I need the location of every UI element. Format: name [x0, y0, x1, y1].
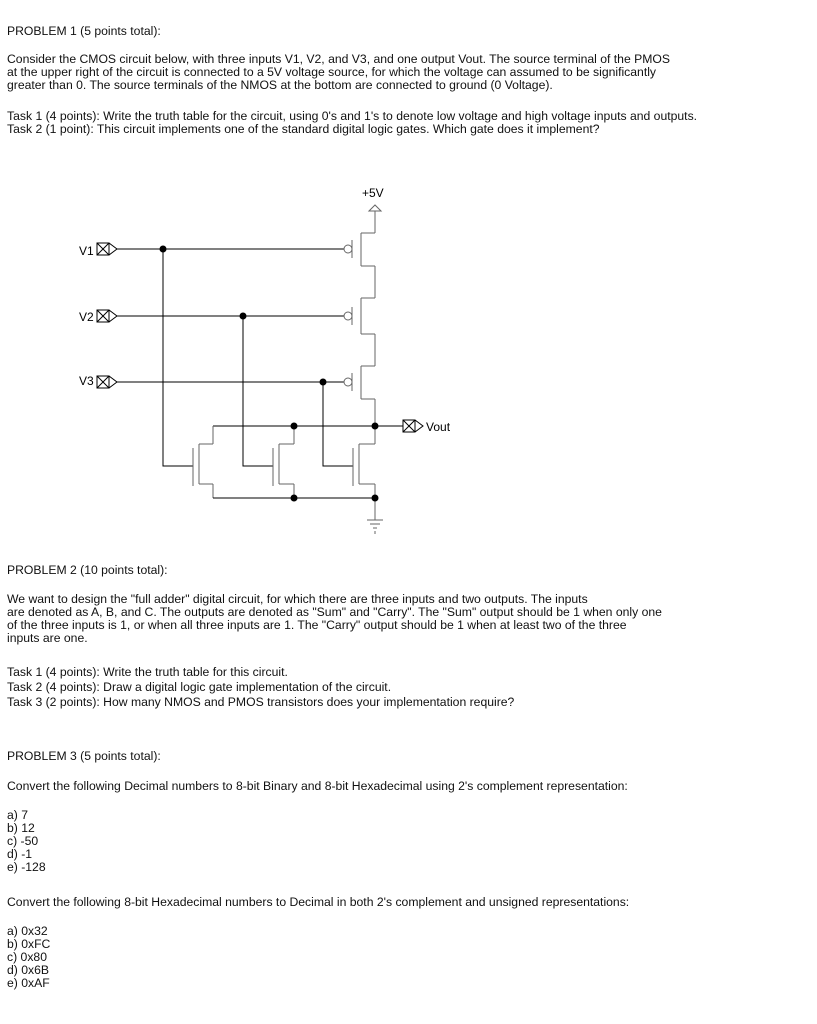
problem-2-desc-line: We want to design the "full adder" digital circuit, for which there are three inputs and two outputs. The inputs — [7, 592, 588, 606]
problem-1-desc-line: greater than 0. The source terminals of the NMOS at the bottom are connected to ground (0 Voltage). — [7, 78, 553, 92]
input-port-v2-icon — [97, 310, 117, 322]
problem-2-task-3: Task 3 (2 points): How many NMOS and PMOS transistors does your implementation require? — [7, 695, 515, 709]
gate-wire-v3 — [323, 382, 353, 466]
junction-dot — [291, 423, 298, 430]
junction-dot — [372, 495, 379, 502]
junction-dot — [160, 246, 167, 253]
problem-2-desc-line: inputs are one. — [7, 631, 88, 645]
hex-list — [7, 925, 50, 990]
nmos-transistor-3 — [353, 426, 375, 498]
junction-dot — [240, 313, 247, 320]
list-item: e) 0xAF — [7, 976, 50, 990]
nmos-transistor-1 — [193, 426, 213, 498]
list-item: a) 7 — [7, 808, 29, 822]
problem-1-description — [7, 53, 670, 92]
output-label: Vout — [426, 420, 451, 434]
junction-dots — [160, 246, 379, 502]
pmos-transistor-3 — [344, 366, 375, 426]
list-item: e) -128 — [7, 860, 46, 874]
problem-2-task-1: Task 1 (4 points): Write the truth table for this circuit. — [7, 665, 288, 679]
input-port-v3-icon — [97, 376, 117, 388]
cmos-circuit-diagram — [0, 180, 817, 540]
supply-arrow-icon — [369, 205, 381, 211]
junction-dot — [372, 423, 379, 430]
problem-1-title: PROBLEM 1 (5 points total): — [7, 24, 161, 38]
problem-3-title: PROBLEM 3 (5 points total): — [7, 749, 161, 763]
output-port-icon — [403, 420, 423, 432]
problem-2-desc-line: are denoted as A, B, and C. The outputs are denoted as "Sum" and "Carry". The "Sum" output should be 1 when only one — [7, 605, 662, 619]
junction-dot — [291, 495, 298, 502]
problem-2-title: PROBLEM 2 (10 points total): — [7, 563, 168, 577]
junction-dot — [320, 379, 327, 386]
problem-2-description — [7, 593, 662, 645]
list-item: c) -50 — [7, 834, 39, 848]
pmos-transistor-2 — [344, 298, 375, 366]
problem-3-intro-decimal: Convert the following Decimal numbers to 8-bit Binary and 8-bit Hexadecimal using 2's complement representation: — [7, 779, 628, 793]
problem-1-task-2: Task 2 (1 point): This circuit implements one of the standard digital logic gates. Which gate does it implement? — [7, 122, 600, 136]
input-label-v3: V3 — [79, 374, 94, 388]
problem-2-tasks — [7, 665, 514, 710]
problem-3-intro-hex: Convert the following 8-bit Hexadecimal numbers to Decimal in both 2's complement and unsigned representations: — [7, 895, 630, 909]
list-item: a) 0x32 — [7, 924, 48, 938]
list-item: b) 12 — [7, 821, 35, 835]
input-port-v1-icon — [97, 243, 117, 255]
gate-wire-v1 — [163, 249, 193, 466]
input-label-v1: V1 — [79, 244, 94, 258]
list-item: d) -1 — [7, 847, 33, 861]
problem-1-tasks — [7, 110, 697, 136]
list-item: b) 0xFC — [7, 937, 51, 951]
list-item: d) 0x6B — [7, 963, 50, 977]
supply-label: +5V — [362, 186, 384, 200]
nmos-transistor-2 — [273, 426, 294, 498]
list-item: c) 0x80 — [7, 950, 47, 964]
problem-1-desc-line: at the upper right of the circuit is connected to a 5V voltage source, for which the voltage can assumed to be significantly — [7, 65, 657, 79]
decimal-list — [7, 809, 46, 874]
gate-wire-v2 — [243, 316, 273, 466]
problem-1-task-1: Task 1 (4 points): Write the truth table for the circuit, using 0's and 1's to denote low voltage and high voltage inputs and outputs. — [7, 109, 698, 123]
pmos-transistor-1 — [344, 233, 375, 298]
problem-2-task-2: Task 2 (4 points): Draw a digital logic gate implementation of the circuit. — [7, 680, 392, 694]
problem-1-desc-line: Consider the CMOS circuit below, with three inputs V1, V2, and V3, and one output Vout. The source terminal of the PMOS — [7, 52, 670, 66]
ground-icon — [367, 520, 383, 534]
problem-2-desc-line: of the three inputs is 1, or when all three inputs are 1. The "Carry" output should be 1 when at least two of the three — [7, 618, 627, 632]
input-label-v2: V2 — [79, 310, 94, 324]
